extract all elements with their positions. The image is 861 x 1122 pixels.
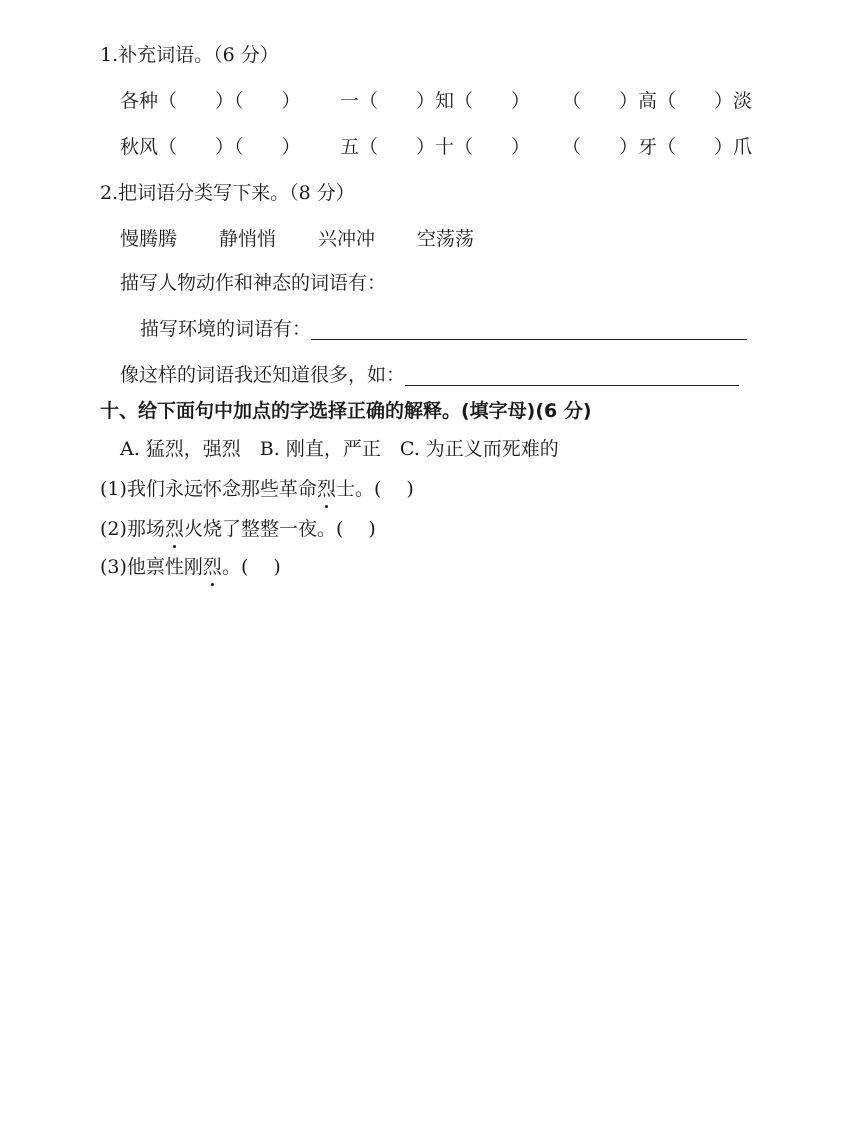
sentence-text: (3)他禀性刚 [100, 556, 203, 578]
q10-sentence-1 [100, 476, 414, 502]
q1-item: 五（ ）十（ ） [340, 136, 531, 158]
emphasized-character: 烈 [316, 478, 336, 500]
q1-item: 秋风（ ）（ ） [120, 136, 301, 158]
q1-item: 各种（ ）（ ） [120, 90, 301, 112]
sentence-text: 士。( ) [335, 478, 414, 500]
sentence-text: (2)那场 [100, 518, 165, 540]
q1-heading: 1.补充词语。（6 分） [100, 44, 279, 66]
answer-blank[interactable] [311, 319, 747, 340]
q10-sentence-3 [100, 554, 281, 580]
emphasized-character: 烈 [202, 556, 222, 578]
q2-word: 兴冲冲 [318, 228, 376, 250]
q2-line3 [120, 362, 739, 388]
sentence-text: 。( ) [221, 556, 281, 578]
q1-item: （ ）高（ ）淡 [562, 90, 753, 112]
q2-line2 [140, 316, 747, 342]
q10-options: A. 猛烈，强烈 B. 刚直，严正 C. 为正义而死难的 [120, 438, 559, 460]
q2-word: 静悄悄 [219, 228, 277, 250]
q2-word-list [120, 226, 516, 252]
q2-word: 空荡荡 [417, 228, 475, 250]
q1-item: （ ）牙（ ）爪 [562, 136, 753, 158]
sentence-text: 火烧了整整一夜。( ) [183, 518, 376, 540]
q1-item: 一（ ）知（ ） [340, 90, 531, 112]
q2-heading: 2.把词语分类写下来。（8 分） [100, 182, 355, 204]
q1-row-2 [120, 134, 752, 160]
q1-row-1 [120, 88, 752, 114]
q2-line1-label: 描写人物动作和神态的词语有： [120, 272, 387, 294]
q2-line3-label: 像这样的词语我还知道很多，如： [120, 364, 406, 386]
q10-sentence-2 [100, 516, 376, 542]
q2-word: 慢腾腾 [120, 228, 178, 250]
sentence-text: (1)我们永远怀念那些革命 [100, 478, 317, 500]
emphasized-character: 烈 [164, 518, 184, 540]
q10-heading: 十、给下面句中加点的字选择正确的解释。(填字母)(6 分) [100, 400, 592, 422]
q2-line2-label: 描写环境的词语有： [140, 318, 312, 340]
answer-blank[interactable] [405, 365, 739, 386]
